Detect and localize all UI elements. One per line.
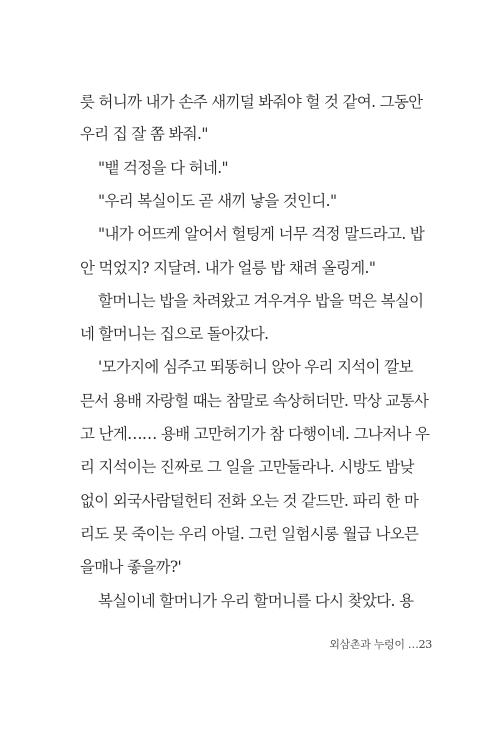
running-footer: 외삼촌과 누렁이 …23 — [329, 638, 432, 651]
text-line: "뱉 걱정을 다 허네." — [98, 159, 228, 177]
text-line: 을매나 좋을까?' — [80, 558, 182, 576]
text-line: "우리 복실이도 곧 새끼 낳을 것인디." — [98, 192, 337, 210]
text-line: 네 할머니는 집으로 돌아갔다. — [80, 325, 269, 343]
text-line: 안 먹었지? 지달려. 내가 얼릉 밥 채려 올링게." — [80, 259, 376, 277]
text-line: 릇 허니까 내가 손주 새끼덜 봐줘야 헐 것 같여. 그동안 — [80, 93, 423, 111]
text-line: "내가 어뜨케 알어서 헐팅게 너무 걱정 말드라고. 밥 — [98, 225, 425, 243]
text-line: 복실이네 할머니가 우리 할머니를 다시 찾았다. 용 — [98, 592, 414, 610]
text-line: 리 지석이는 진짜로 그 일을 고만둘라나. 시방도 밤낮 — [80, 458, 414, 476]
text-line: 없이 외국사람덜헌티 전화 오는 것 같드만. 파리 한 마 — [80, 492, 419, 510]
text-line: '모가지에 심주고 뙤똥허니 앉아 우리 지석이 깔보 — [98, 358, 413, 376]
text-line: 고 난게…… 용배 고만허기가 참 다행이네. 그나저나 우 — [80, 425, 430, 443]
text-line: 믄서 용배 자랑헐 때는 참말로 속상허더만. 막상 교통사 — [80, 392, 429, 410]
text-line: 할머니는 밥을 차려왔고 겨우겨우 밥을 먹은 복실이 — [98, 292, 424, 310]
text-line: 리도 못 죽이는 우리 아덜. 그런 일험시롱 월급 나오믄 — [80, 525, 419, 543]
text-line: 우리 집 잘 쫌 봐줘." — [80, 125, 208, 143]
